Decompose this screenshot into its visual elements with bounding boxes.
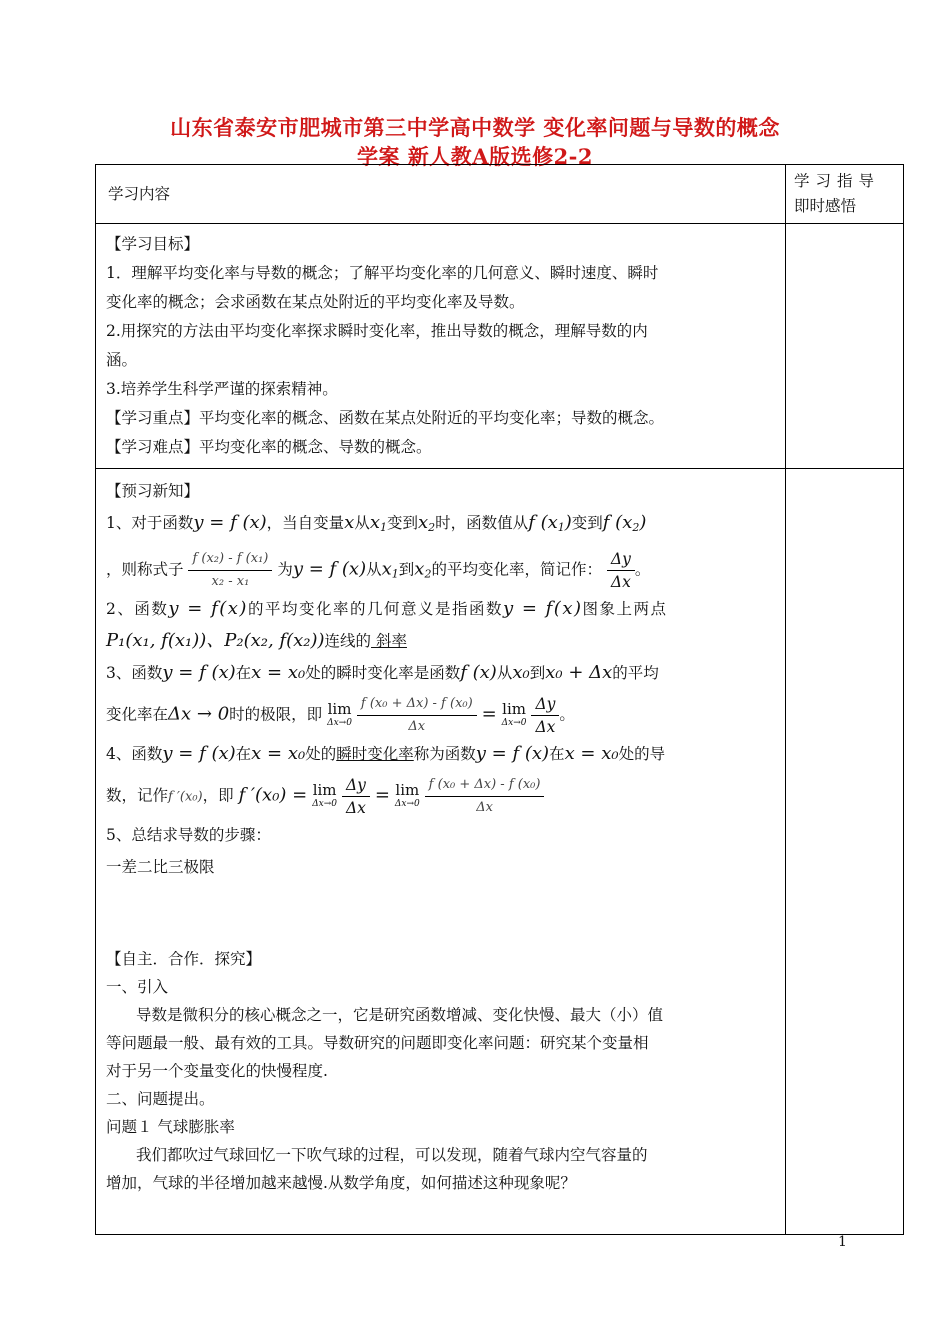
document-title-line1: 山东省泰安市肥城市第三中学高中数学 变化率问题与导数的概念 xyxy=(170,115,780,140)
intro-line-c: 对于另一个变量变化的快慢程度. xyxy=(106,1062,328,1080)
preview-heading: 【预习新知】 xyxy=(106,482,200,500)
key-points: 【学习重点】平均变化率的概念、函数在某点处附近的平均变化率；导数的概念。 xyxy=(106,409,665,427)
var-x1: x xyxy=(369,512,380,533)
preview-item-3-line2 xyxy=(106,693,775,738)
text: 连线的 xyxy=(324,632,372,650)
lim-word: lim xyxy=(502,699,526,718)
equals: = xyxy=(374,784,390,806)
text: 的平均 xyxy=(612,664,659,682)
function-expr: y = f (x) xyxy=(162,743,236,764)
text: 到 xyxy=(529,664,546,682)
text: 处的 xyxy=(305,745,337,763)
objectives-heading: 【学习目标】 xyxy=(106,235,200,253)
point-expr: x = x₀ xyxy=(564,743,619,764)
fraction-numerator: f (x₀ + Δx) - f (x₀) xyxy=(357,693,477,716)
subscript-1: 1 xyxy=(391,567,399,581)
main-notes-cell xyxy=(786,469,904,1235)
derivative-notation: f ′(x₀) xyxy=(168,789,203,805)
objectives-notes-cell xyxy=(786,224,904,469)
objective-3: 3.培养学生科学严谨的探索精神。 xyxy=(106,380,338,398)
text: 从 xyxy=(354,514,370,532)
problem-1-title: 问题１ 气球膨胀率 xyxy=(106,1118,235,1136)
text: 从 xyxy=(366,560,382,579)
lim-subscript: Δx→0 xyxy=(394,798,420,809)
lim-word: lim xyxy=(327,699,352,718)
function-expr: y = f (x) xyxy=(475,743,550,764)
main-content-cell xyxy=(96,469,786,1235)
limit-operator xyxy=(312,780,338,811)
fraction-numerator: f (x₀ + Δx) - f (x₀) xyxy=(425,774,545,797)
text: 。 xyxy=(559,705,575,724)
fraction-denominator: Δx xyxy=(476,800,493,815)
point-expr: x₀ + Δx xyxy=(545,662,613,683)
derivative-expr: f ′(x₀) = xyxy=(238,784,308,806)
preview-item-1-line2 xyxy=(106,548,775,593)
function-expr: f (x) xyxy=(460,662,497,683)
main-row xyxy=(96,469,904,1235)
text: ，当自变量 xyxy=(266,514,345,532)
var-x2: x xyxy=(418,512,429,533)
equals: = xyxy=(481,703,497,725)
text: 时的极限，即 xyxy=(229,705,323,724)
fraction-denominator: Δx xyxy=(345,799,366,817)
text: 变到 xyxy=(571,514,603,532)
content-header-cell xyxy=(96,165,786,224)
fraction-numerator: Δy xyxy=(607,548,635,571)
limit-condition: Δx → 0 xyxy=(168,703,230,725)
problem-1-line-b: 增加，气球的半径增加越来越慢.从数学角度，如何描述这种现象呢？ xyxy=(106,1174,576,1192)
text: 在 xyxy=(235,664,252,682)
dy-dx-fraction xyxy=(607,548,635,593)
text: 。 xyxy=(634,560,651,579)
preview-item-2-line2 xyxy=(106,625,775,657)
text: 处的瞬时变化率是函数 xyxy=(305,664,461,682)
text: ，即 xyxy=(202,786,234,805)
fraction-denominator: Δx xyxy=(535,718,556,736)
text: 在 xyxy=(549,745,565,763)
page-number: 1 xyxy=(838,1234,847,1250)
answer-blank: 斜率 xyxy=(371,632,407,650)
lim-word: lim xyxy=(395,780,420,799)
lim-subscript: Δx→0 xyxy=(327,717,352,728)
text: 3、函数 xyxy=(106,664,163,682)
dy-dx-fraction xyxy=(531,693,559,738)
point-expr: x₀ xyxy=(512,662,530,683)
text: 4、函数 xyxy=(106,745,163,763)
function-expr: y = f(x) xyxy=(502,598,583,619)
text: 的平均变化率的几何意义是指函数 xyxy=(247,600,503,618)
text: 变化率在 xyxy=(106,705,169,724)
derivative-steps: 一差二比三极限 xyxy=(106,858,215,876)
explore-heading: 【自主．合作．探究】 xyxy=(106,950,262,968)
dy-dx-fraction xyxy=(342,774,370,819)
guide-header-line1: 学习指导 xyxy=(794,172,881,190)
problem-1-line-a: 我们都吹过气球回忆一下吹气球的过程，可以发现，随着气球内空气容量的 xyxy=(136,1146,648,1164)
point-expr: x = x₀ xyxy=(251,743,306,764)
text: 2、函数 xyxy=(106,600,169,618)
paren: ) xyxy=(564,512,572,533)
preview-item-4-line1 xyxy=(106,738,775,770)
text: 从 xyxy=(496,664,513,682)
document-title-line2: 学案 新人教A版选修2-2 xyxy=(356,144,594,169)
difference-quotient xyxy=(425,774,545,819)
text: 称为函数 xyxy=(413,745,476,763)
preview-item-3-line1 xyxy=(106,657,775,689)
preview-item-1-line1 xyxy=(106,507,775,544)
text: 变到 xyxy=(387,514,419,532)
subscript-1: 1 xyxy=(557,521,565,534)
guide-header-line2: 即时感悟 xyxy=(794,197,857,215)
header-row xyxy=(96,165,904,224)
objective-1a: 1．理解平均变化率与导数的概念；了解平均变化率的几何意义、瞬时速度、瞬时 xyxy=(106,264,659,282)
average-rate-fraction xyxy=(188,548,272,593)
fraction-denominator: Δx xyxy=(610,573,631,591)
text: 的平均变化率，简记作： xyxy=(431,560,602,579)
lim-word: lim xyxy=(312,780,337,799)
difficulties: 【学习难点】平均变化率的概念、导数的概念。 xyxy=(106,438,432,456)
objectives-cell xyxy=(96,224,786,469)
subscript-2: 2 xyxy=(428,521,436,534)
subscript-2: 2 xyxy=(424,567,432,581)
intro-line-a: 导数是微积分的核心概念之一，它是研究函数增减、变化快慢、最大（小）值 xyxy=(136,1006,664,1024)
fraction-numerator: f (x₂) - f (x₁) xyxy=(188,548,272,571)
point-expr: x = x₀ xyxy=(251,662,306,683)
fraction-denominator: x₂ - x₁ xyxy=(211,574,250,589)
var-x2: x xyxy=(414,558,425,580)
preview-item-4-line2 xyxy=(106,774,775,819)
f-x1: f (x xyxy=(528,512,558,533)
text: ，则称式子 xyxy=(106,560,184,579)
limit-operator xyxy=(501,699,527,730)
limit-operator xyxy=(394,780,420,811)
text: 处的导 xyxy=(618,745,666,763)
text: 图象上两点 xyxy=(582,600,668,618)
study-table xyxy=(95,164,904,1235)
limit-operator xyxy=(327,699,352,730)
subscript-2: 2 xyxy=(632,521,640,534)
lim-subscript: Δx→0 xyxy=(312,798,338,809)
content-header-label: 学习内容 xyxy=(108,185,171,203)
intro-line-b: 等问题最一般、最有效的工具。导数研究的问题即变化率问题：研究某个变量相 xyxy=(106,1034,649,1052)
section-problem: 二、问题提出。 xyxy=(106,1090,215,1108)
text: 1、对于函数 xyxy=(106,514,194,532)
fraction-denominator: Δx xyxy=(408,719,426,734)
paren: ) xyxy=(639,512,647,533)
text: 在 xyxy=(235,745,252,763)
var-x1: x xyxy=(381,558,392,580)
preview-item-5: 5、总结求导数的步骤： xyxy=(106,826,271,844)
fraction-numerator: Δy xyxy=(531,693,559,716)
answer-blank: 瞬时变化率 xyxy=(336,745,414,763)
function-expr: y = f(x) xyxy=(168,598,248,619)
preview-item-2-line1 xyxy=(106,593,775,625)
section-intro: 一、引入 xyxy=(106,978,169,996)
var-x: x xyxy=(344,512,355,533)
function-expr: y = f (x) xyxy=(193,512,267,533)
fraction-numerator: Δy xyxy=(342,774,370,797)
function-expr: y = f (x) xyxy=(162,662,236,683)
objectives-row xyxy=(96,224,904,469)
text: 为 xyxy=(277,560,293,579)
function-expr: y = f (x) xyxy=(292,558,367,580)
objective-1b: 变化率的概念；会求函数在某点处附近的平均变化率及导数。 xyxy=(106,293,525,311)
f-x2: f (x xyxy=(602,512,633,533)
objective-2b: 涵。 xyxy=(106,351,138,369)
text: 数，记作 xyxy=(106,786,169,805)
objective-2a: 2.用探究的方法由平均变化率探求瞬时变化率，推出导数的概念，理解导数的内 xyxy=(106,322,648,340)
points-expr: P₁(x₁, f(x₁))、P₂(x₂, f(x₂)) xyxy=(106,630,325,651)
difference-quotient xyxy=(357,693,477,738)
text: 到 xyxy=(398,560,415,579)
text: 时，函数值从 xyxy=(435,514,529,532)
guide-header-cell xyxy=(786,165,904,224)
subscript-1: 1 xyxy=(380,521,387,534)
lim-subscript: Δx→0 xyxy=(501,717,527,728)
